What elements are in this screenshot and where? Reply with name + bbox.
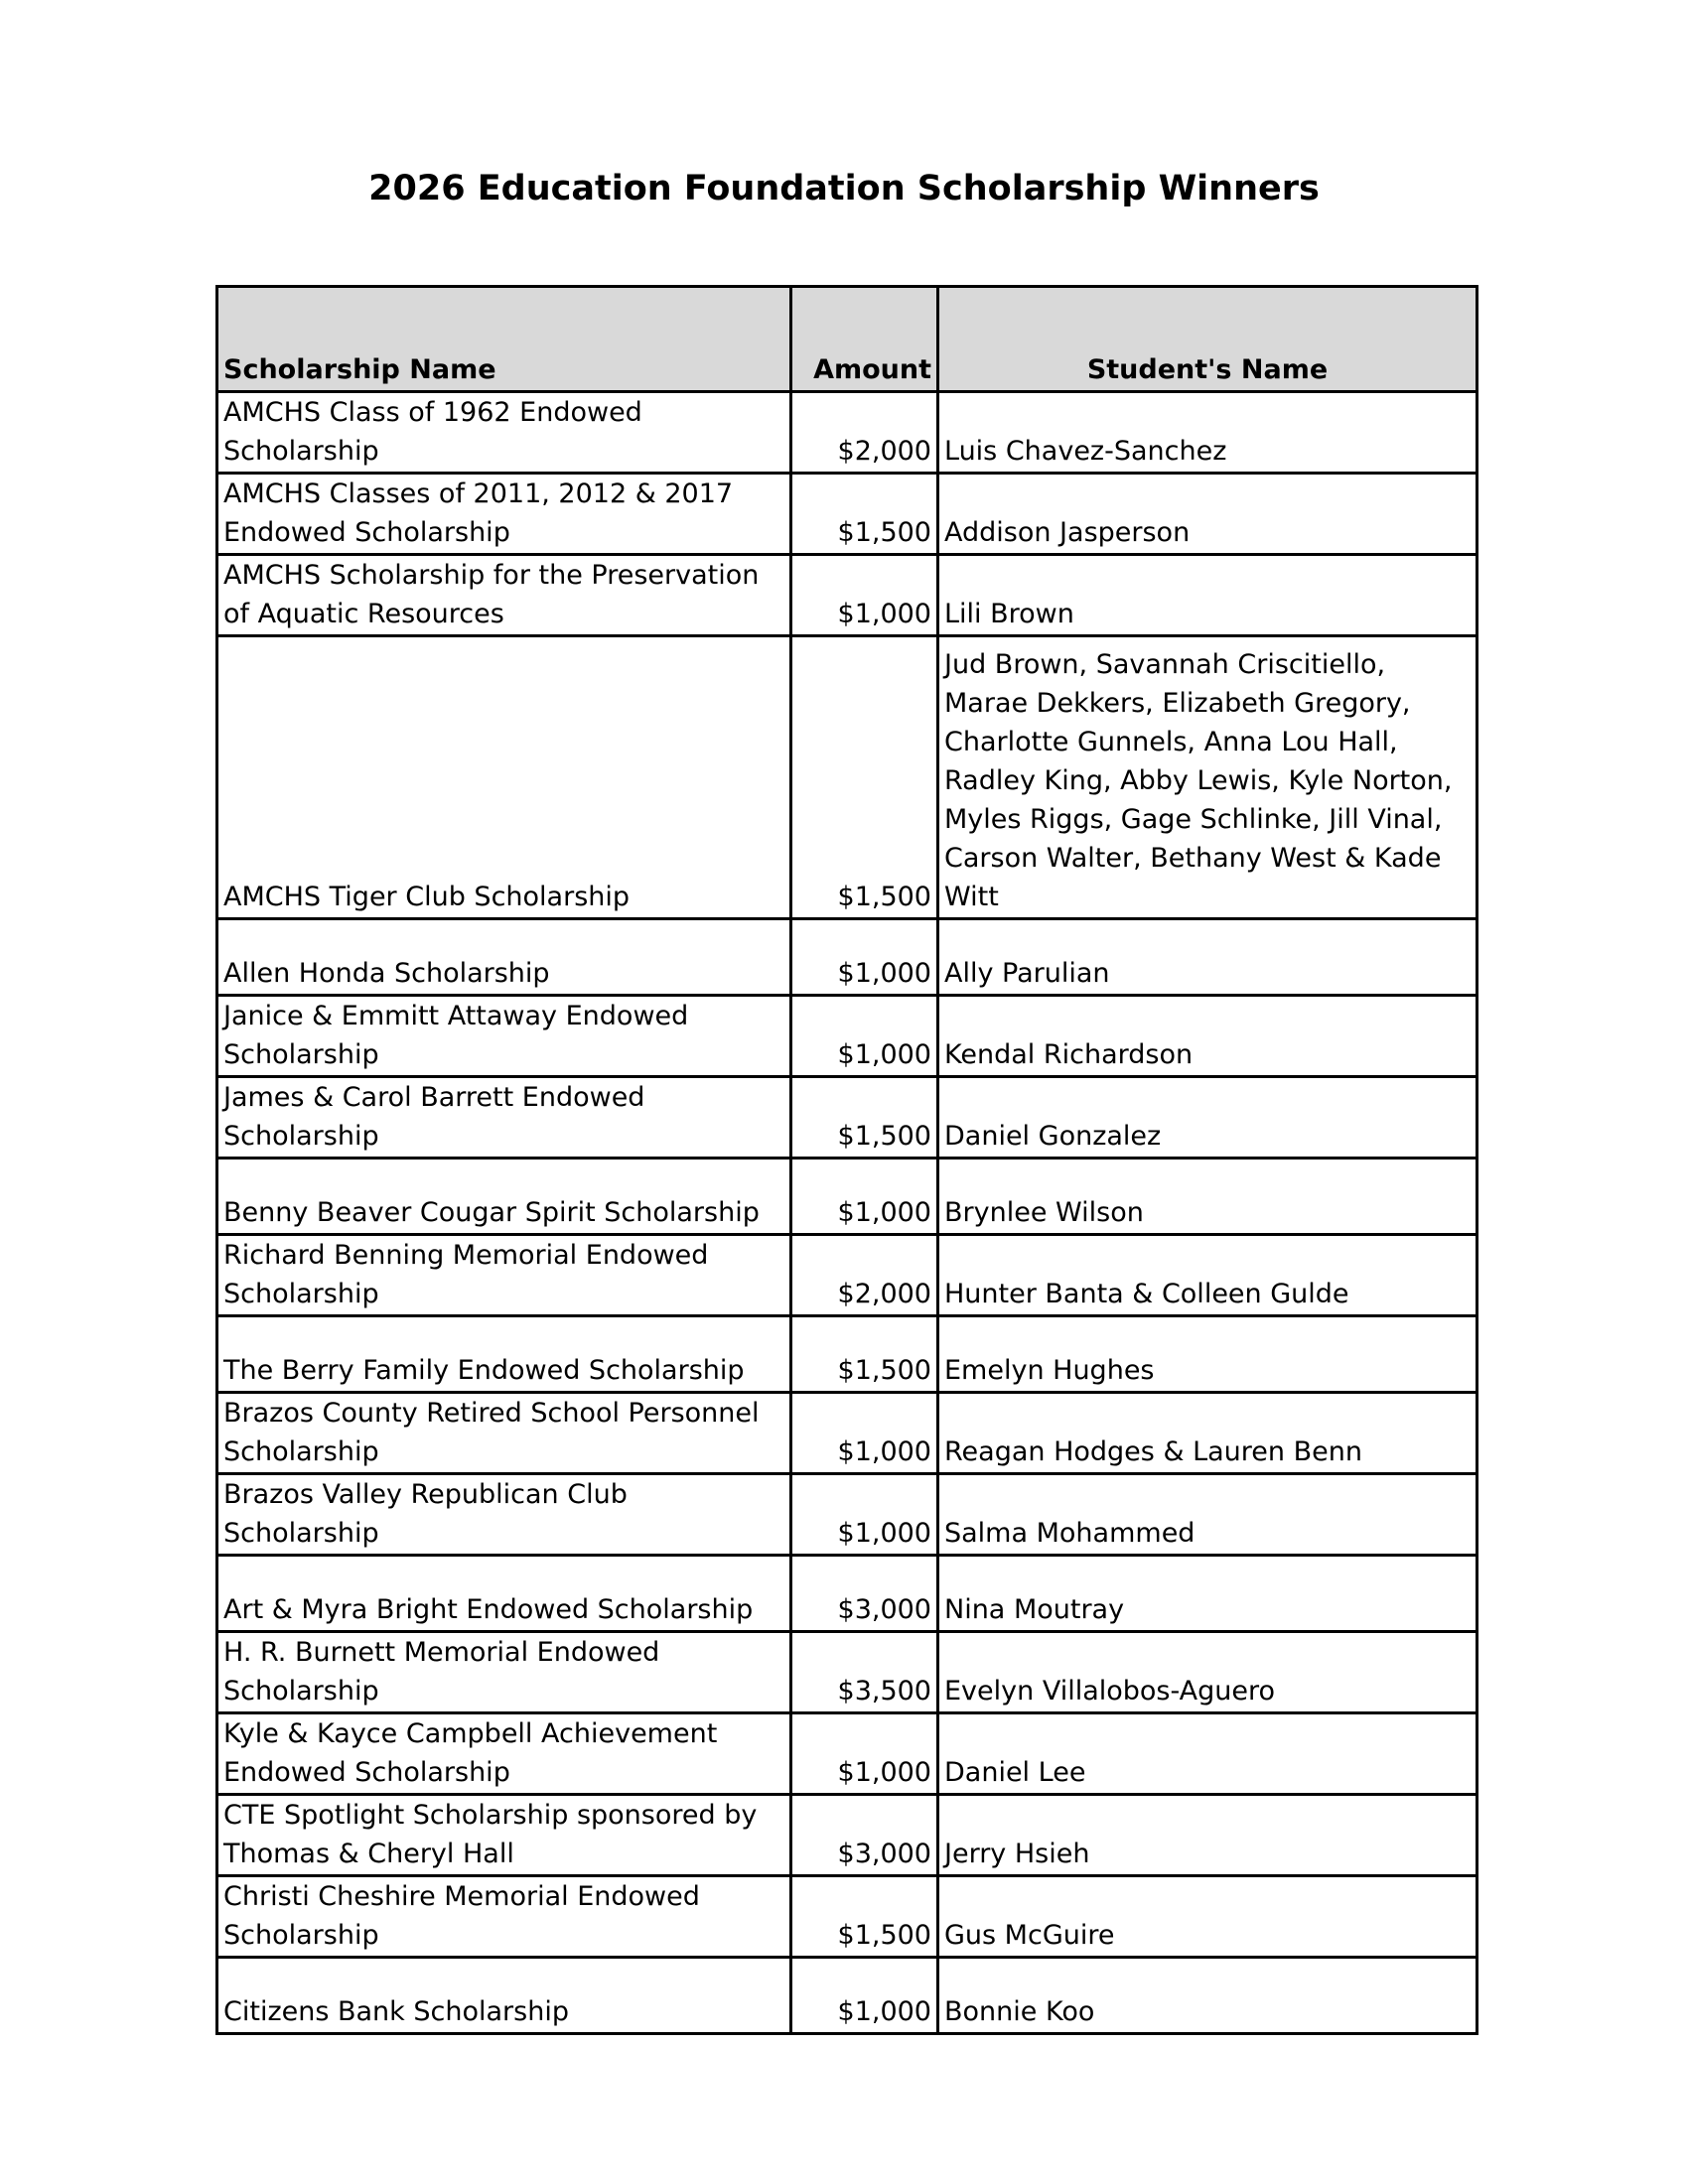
table-row — [217, 1795, 1477, 1876]
amount-cell: $1,000 — [791, 1713, 938, 1795]
amount-cell: $2,000 — [791, 392, 938, 474]
scholarship-name-cell: CTE Spotlight Scholarship sponsored by Thomas & Cheryl Hall — [217, 1795, 791, 1876]
table-row — [217, 1474, 1477, 1556]
amount-cell: $1,000 — [791, 1958, 938, 2034]
table-row — [217, 1077, 1477, 1159]
amount-cell: $1,000 — [791, 555, 938, 636]
amount-cell: $1,500 — [791, 636, 938, 919]
amount-cell: $1,500 — [791, 1316, 938, 1393]
scholarship-name-cell: Allen Honda Scholarship — [217, 919, 791, 996]
amount-cell: $3,000 — [791, 1556, 938, 1632]
table-row — [217, 636, 1477, 919]
table-row — [217, 555, 1477, 636]
scholarship-name-cell: Art & Myra Bright Endowed Scholarship — [217, 1556, 791, 1632]
student-name-cell: Nina Moutray — [938, 1556, 1477, 1632]
column-header-amount: Amount — [791, 287, 938, 392]
student-name-cell: Reagan Hodges & Lauren Benn — [938, 1393, 1477, 1474]
amount-cell: $3,000 — [791, 1795, 938, 1876]
scholarship-name-cell: Benny Beaver Cougar Spirit Scholarship — [217, 1159, 791, 1235]
student-name-cell: Brynlee Wilson — [938, 1159, 1477, 1235]
scholarship-name-cell: AMCHS Classes of 2011, 2012 & 2017 Endowed Scholarship — [217, 474, 791, 555]
student-name-cell: Gus McGuire — [938, 1876, 1477, 1958]
amount-cell: $1,000 — [791, 1393, 938, 1474]
page-title: 2026 Education Foundation Scholarship Winners — [368, 169, 1320, 208]
scholarship-name-cell: AMCHS Tiger Club Scholarship — [217, 636, 791, 919]
amount-cell: $1,500 — [791, 474, 938, 555]
scholarship-name-cell: The Berry Family Endowed Scholarship — [217, 1316, 791, 1393]
table-row — [217, 1876, 1477, 1958]
table-row — [217, 1393, 1477, 1474]
scholarship-name-cell: Kyle & Kayce Campbell Achievement Endowed Scholarship — [217, 1713, 791, 1795]
table-row — [217, 1632, 1477, 1713]
student-name-cell: Bonnie Koo — [938, 1958, 1477, 2034]
scholarship-table — [215, 285, 1478, 2035]
scholarship-name-cell: Janice & Emmitt Attaway Endowed Scholarship — [217, 996, 791, 1077]
student-name-cell: Ally Parulian — [938, 919, 1477, 996]
scholarship-name-cell: H. R. Burnett Memorial Endowed Scholarship — [217, 1632, 791, 1713]
scholarship-name-cell: Richard Benning Memorial Endowed Scholarship — [217, 1235, 791, 1316]
scholarship-name-cell: Brazos Valley Republican Club Scholarship — [217, 1474, 791, 1556]
table-row — [217, 1316, 1477, 1393]
column-header-student-name: Student's Name — [938, 287, 1477, 392]
table-header-row — [217, 287, 1477, 392]
student-name-cell: Addison Jasperson — [938, 474, 1477, 555]
table-row — [217, 1713, 1477, 1795]
amount-cell: $3,500 — [791, 1632, 938, 1713]
amount-cell: $1,000 — [791, 996, 938, 1077]
column-header-scholarship-name: Scholarship Name — [217, 287, 791, 392]
student-name-cell: Daniel Gonzalez — [938, 1077, 1477, 1159]
table-row — [217, 474, 1477, 555]
scholarship-name-cell: Citizens Bank Scholarship — [217, 1958, 791, 2034]
student-name-cell: Luis Chavez-Sanchez — [938, 392, 1477, 474]
student-name-cell: Lili Brown — [938, 555, 1477, 636]
scholarship-name-cell: Christi Cheshire Memorial Endowed Scholarship — [217, 1876, 791, 1958]
student-name-cell: Daniel Lee — [938, 1713, 1477, 1795]
amount-cell: $2,000 — [791, 1235, 938, 1316]
amount-cell: $1,000 — [791, 919, 938, 996]
student-name-cell: Emelyn Hughes — [938, 1316, 1477, 1393]
student-name-cell: Kendal Richardson — [938, 996, 1477, 1077]
scholarship-name-cell: Brazos County Retired School Personnel Scholarship — [217, 1393, 791, 1474]
table-row — [217, 392, 1477, 474]
student-name-cell: Salma Mohammed — [938, 1474, 1477, 1556]
scholarship-name-cell: AMCHS Scholarship for the Preservation of Aquatic Resources — [217, 555, 791, 636]
amount-cell: $1,500 — [791, 1077, 938, 1159]
student-name-cell: Hunter Banta & Colleen Gulde — [938, 1235, 1477, 1316]
amount-cell: $1,500 — [791, 1876, 938, 1958]
table-row — [217, 1556, 1477, 1632]
scholarship-name-cell: James & Carol Barrett Endowed Scholarship — [217, 1077, 791, 1159]
amount-cell: $1,000 — [791, 1474, 938, 1556]
scholarship-name-cell: AMCHS Class of 1962 Endowed Scholarship — [217, 392, 791, 474]
table-row — [217, 919, 1477, 996]
amount-cell: $1,000 — [791, 1159, 938, 1235]
student-name-cell: Jud Brown, Savannah Criscitiello, Marae Dekkers, Elizabeth Gregory, Charlotte Gunnels, Anna Lou Hall, Radley King, Abby Lewis, Kyle Norton, Myles Riggs, Gage Schlinke, Jill Vinal, Carson Walter, Bethany West & Kade Witt — [938, 636, 1477, 919]
table-row — [217, 996, 1477, 1077]
table-row — [217, 1159, 1477, 1235]
table-row — [217, 1235, 1477, 1316]
table-row — [217, 1958, 1477, 2034]
student-name-cell: Jerry Hsieh — [938, 1795, 1477, 1876]
student-name-cell: Evelyn Villalobos-Aguero — [938, 1632, 1477, 1713]
